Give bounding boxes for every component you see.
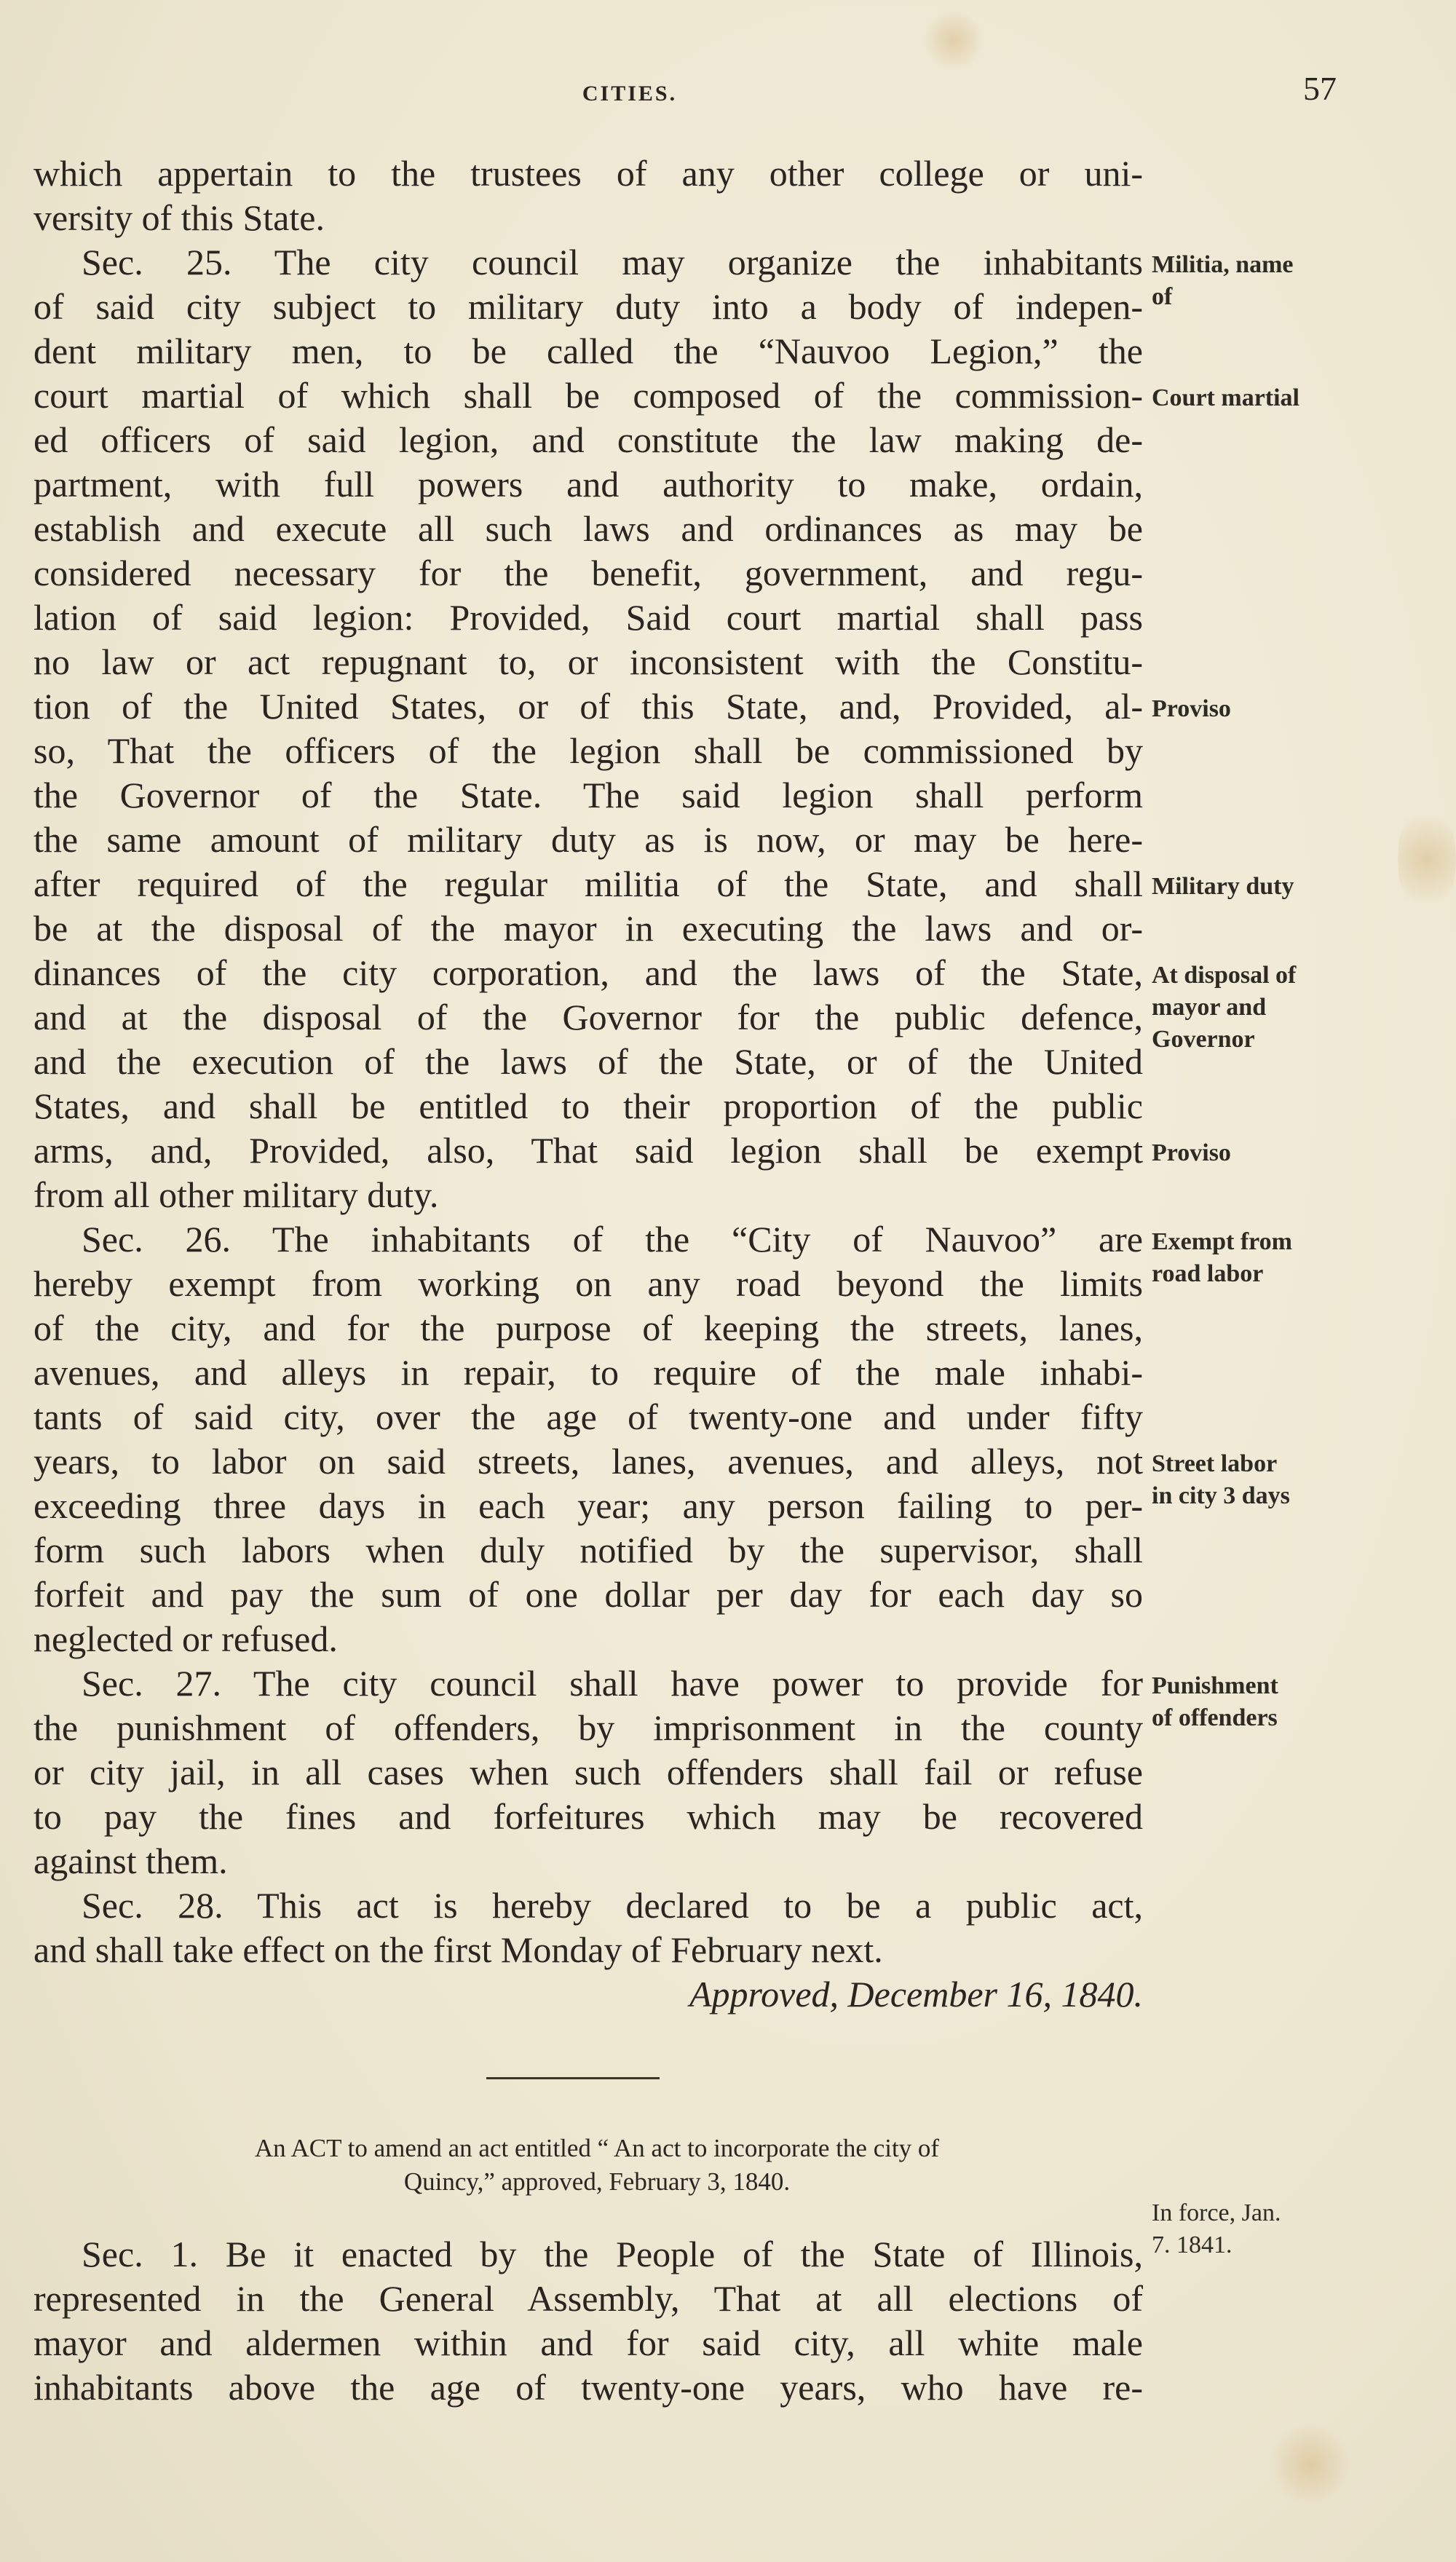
text-line: Sec. 26. The inhabitants of the “City of Nauvoo” are — [82, 1219, 1143, 1260]
running-head: CITIES. — [582, 82, 678, 106]
act-body — [33, 2232, 1143, 2410]
text-line: arms, and, Provided, also, That said legion shall be exempt — [33, 1130, 1143, 1171]
text-line: court martial of which shall be composed of the commission- — [33, 375, 1143, 416]
text-line: tants of said city, over the age of twenty-one and under fifty — [33, 1396, 1143, 1437]
text-line: considered necessary for the benefit, government, and regu- — [33, 553, 1143, 593]
margin-note: Militia, name of — [1152, 251, 1294, 310]
text-line: be at the disposal of the mayor in executing the laws and or- — [33, 908, 1143, 949]
text-line: tion of the United States, or of this State, and, Provided, al- — [33, 686, 1143, 727]
text-line: form such labors when duly notified by the supervisor, shall — [33, 1530, 1143, 1570]
text-line: years, to labor on said streets, lanes, avenues, and alleys, not — [33, 1441, 1143, 1482]
text-line: Sec. 1. Be it enacted by the People of the State of Illinois, — [82, 2234, 1143, 2274]
text-line: the Governor of the State. The said legion shall perform — [33, 775, 1143, 815]
margin-note: Exempt from road labor — [1152, 1228, 1292, 1287]
text-line: lation of said legion: Provided, Said court martial shall pass — [33, 597, 1143, 638]
text-line: no law or act repugnant to, or inconsistent with the Constitu- — [33, 641, 1143, 682]
text-line: to pay the fines and forfeitures which may be recovered — [33, 1796, 1143, 1837]
text-line: dinances of the city corporation, and the laws of the State, — [33, 952, 1143, 993]
margin-note: Proviso — [1152, 695, 1231, 722]
text-line: and at the disposal of the Governor for the public defence, — [33, 997, 1143, 1037]
text-line: hereby exempt from working on any road beyond the limits — [33, 1263, 1143, 1304]
text-line: mayor and aldermen within and for said city, all white male — [33, 2322, 1143, 2363]
text-line: and shall take effect on the first Monday of February next. — [33, 1929, 883, 1970]
in-force-note: In force, Jan. 7. 1841. — [1152, 2199, 1281, 2258]
margin-note: Street labor in city 3 days — [1152, 1450, 1290, 1509]
text-line: from all other military duty. — [33, 1174, 439, 1215]
text-line: Sec. 25. The city council may organize the inhabitants — [82, 242, 1143, 282]
text-line: of said city subject to military duty into a body of indepen- — [33, 286, 1143, 327]
text-line: Approved, December 16, 1840. — [689, 1974, 1143, 2015]
text-line: exceeding three days in each year; any person failing to per- — [33, 1485, 1143, 1526]
text-line: against them. — [33, 1841, 228, 1881]
text-line: represented in the General Assembly, That at all elections of — [33, 2278, 1143, 2319]
text-line: forfeit and pay the sum of one dollar per day for each day so — [33, 1574, 1143, 1615]
act-title-line: An ACT to amend an act entitled “ An act to incorporate the city of — [254, 2134, 940, 2162]
text-line: ed officers of said legion, and constitute the law making de- — [33, 419, 1143, 460]
text-line: neglected or refused. — [33, 1618, 338, 1659]
text-line: partment, with full powers and authority to make, ordain, — [33, 464, 1143, 505]
text-line: which appertain to the trustees of any other college or uni- — [33, 153, 1143, 194]
text-line: of the city, and for the purpose of keeping the streets, lanes, — [33, 1308, 1143, 1348]
text-line: and the execution of the laws of the State, or of the United — [33, 1041, 1143, 1082]
text-line: States, and shall be entitled to their proportion of the public — [33, 1086, 1143, 1126]
text-line: the same amount of military duty as is now, or may be here- — [33, 819, 1143, 860]
text-line: establish and execute all such laws and ordinances as may be — [33, 508, 1143, 549]
text-line: so, That the officers of the legion shall be commissioned by — [33, 730, 1143, 771]
text-line: avenues, and alleys in repair, to require of the male inhabi- — [33, 1352, 1143, 1393]
margin-note: Proviso — [1152, 1139, 1231, 1166]
margin-note: Court martial — [1152, 384, 1300, 411]
body-text — [33, 151, 1143, 2017]
text-line: Sec. 27. The city council shall have power to provide for — [82, 1663, 1143, 1704]
text-line: the punishment of offenders, by imprisonment in the county — [33, 1707, 1143, 1748]
text-line: inhabitants above the age of twenty-one years, who have re- — [33, 2367, 1143, 2408]
section-divider — [486, 2077, 660, 2079]
text-line: after required of the regular militia of the State, and shall — [33, 863, 1143, 904]
act-title — [66, 2132, 1128, 2199]
margin-note: At disposal of mayor and Governor — [1152, 962, 1297, 1053]
text-line: dent military men, to be called the “Nauvoo Legion,” the — [33, 331, 1143, 371]
text-line: versity of this State. — [33, 197, 325, 238]
text-line: or city jail, in all cases when such offenders shall fail or refuse — [33, 1752, 1143, 1792]
page-number: 57 — [1303, 70, 1337, 107]
margin-note: Punishment of offenders — [1152, 1672, 1278, 1731]
margin-note: Military duty — [1152, 873, 1294, 900]
act-title-line: Quincy,” approved, February 3, 1840. — [403, 2167, 791, 2196]
text-line: Sec. 28. This act is hereby declared to be a public act, — [82, 1885, 1143, 1926]
